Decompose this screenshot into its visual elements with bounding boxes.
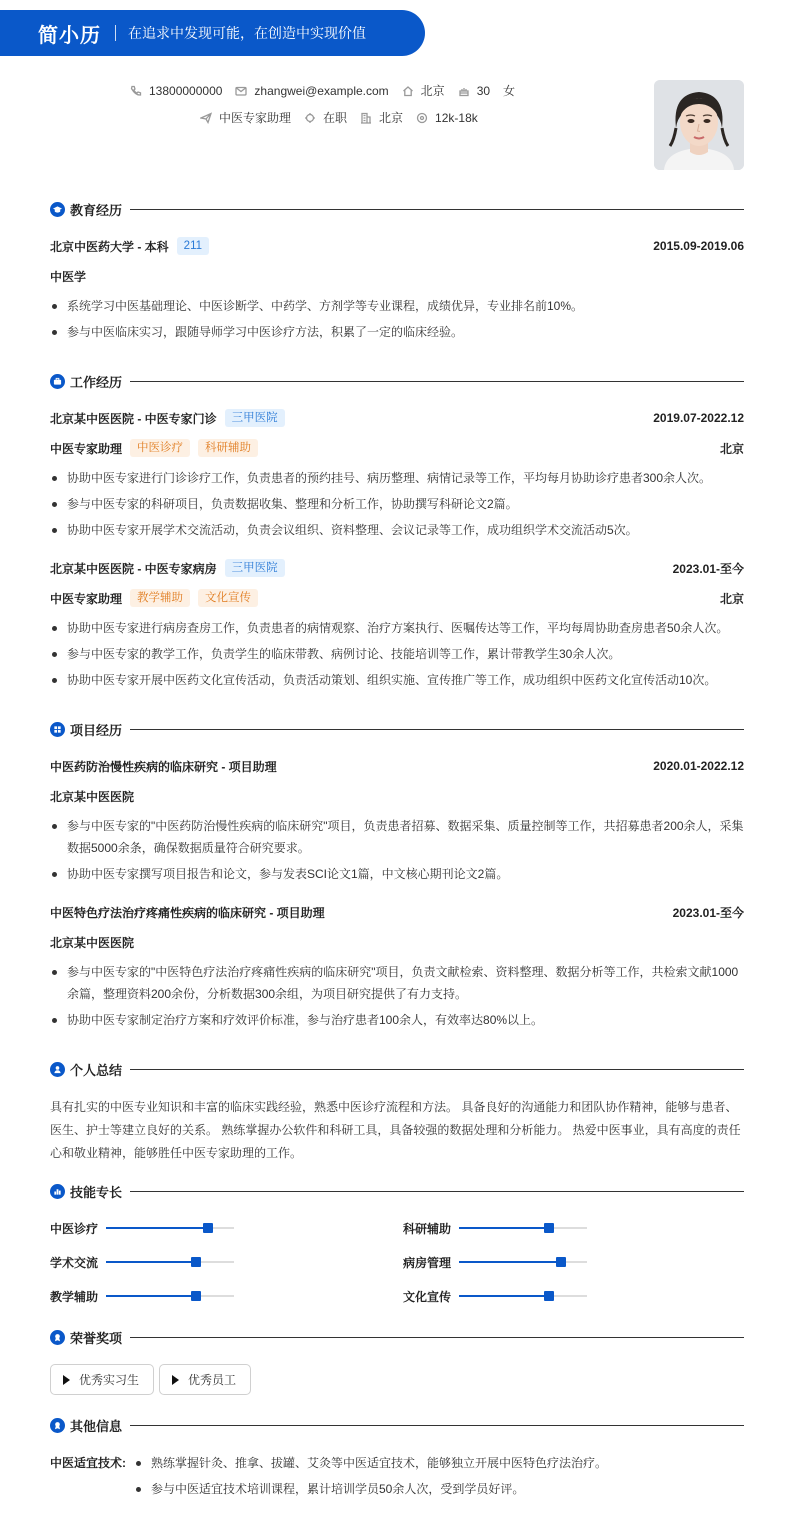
section-divider — [130, 729, 744, 730]
work-1-company: 北京某中医医院 - 中医专家门诊 — [50, 411, 217, 426]
work-1-bullets — [50, 467, 744, 545]
triangle-icon — [172, 1375, 179, 1385]
award-icon — [50, 1418, 65, 1433]
skill-knob — [191, 1291, 201, 1301]
skill-label: 中医诊疗 — [50, 1221, 99, 1236]
education-bullets — [50, 295, 744, 347]
skills-heading: 技能专长 — [70, 1184, 123, 1200]
banner-divider — [115, 25, 116, 41]
project-1-org: 北京某中医医院 — [50, 789, 135, 804]
skill-item — [403, 1218, 587, 1238]
work-1-role: 中医专家助理 — [50, 441, 123, 456]
skill-fill — [459, 1227, 549, 1229]
position — [200, 109, 291, 126]
work-1-role-row — [50, 438, 744, 458]
project-2-org: 北京某中医医院 — [50, 935, 135, 950]
work-1-location: 北京 — [719, 441, 744, 456]
list-item: 参与中医临床实习，跟随导师学习中医诊疗方法，积累了一定的临床经验。 — [50, 321, 744, 343]
city-text: 北京 — [420, 84, 445, 98]
major: 中医学 — [50, 269, 87, 284]
mail-icon — [235, 85, 247, 97]
email-text: zhangwei@example.com — [254, 83, 389, 98]
skill-knob — [203, 1223, 213, 1233]
skill-label: 文化宣传 — [403, 1289, 452, 1304]
salary-text: 12k-18k — [435, 110, 478, 125]
list-item: 参与中医专家的"中医特色疗法治疗疼痛性疾病的临床研究"项目，负责文献检索、资料整理、数据分析等工作，共检索文献1000余篇，整理资料200余份，分析数据300余组，为项目研究提供了有力支持。 — [50, 961, 744, 1005]
status-text: 在职 — [323, 111, 348, 125]
section-divider — [130, 209, 744, 210]
graduation-cap-icon — [50, 202, 65, 217]
list-item: 协助中医专家开展中医药文化宣传活动，负责活动策划、组织实施、宣传推广等工作，成功组织中医药文化宣传活动10次。 — [50, 669, 744, 691]
avatar-portrait — [654, 80, 744, 170]
bar-chart-icon — [50, 1184, 65, 1199]
honor-badge — [50, 1364, 154, 1395]
skill-knob — [191, 1257, 201, 1267]
gender — [503, 82, 515, 99]
education-period: 2015.09-2019.06 — [653, 239, 744, 253]
skill-item — [403, 1252, 587, 1272]
phone-text: 13800000000 — [149, 83, 223, 98]
skill-knob — [544, 1223, 554, 1233]
work-2-role: 中医专家助理 — [50, 591, 123, 606]
skill-fill — [459, 1295, 549, 1297]
status — [304, 109, 347, 126]
user-icon — [50, 1062, 65, 1077]
skill-bar — [459, 1295, 587, 1297]
position-text: 中医专家助理 — [219, 111, 292, 125]
skill-label: 教学辅助 — [50, 1289, 99, 1304]
skill-knob — [556, 1257, 566, 1267]
work-1-role-tag: 科研辅助 — [198, 439, 258, 457]
project-2-org-row — [50, 932, 744, 952]
work-city-text: 北京 — [379, 111, 404, 125]
work-2-company: 北京某中医医院 - 中医专家病房 — [50, 561, 217, 576]
work-1-period: 2019.07-2022.12 — [653, 411, 744, 425]
skill-bar — [106, 1227, 234, 1229]
age-text: 30 — [476, 83, 491, 98]
phone-icon — [130, 85, 142, 97]
work-2-tag: 三甲医院 — [225, 559, 285, 577]
list-item: 参与中医专家的"中医药防治慢性疾病的临床研究"项目，负责患者招募、数据采集、质量控制等工作，共招募患者200余人，采集数据5000余条，确保数据质量符合研究要求。 — [50, 815, 744, 859]
refresh-icon — [304, 112, 316, 124]
skill-item — [50, 1252, 234, 1272]
list-item: 协助中医专家进行病房查房工作，负责患者的病情观察、治疗方案执行、医嘱传达等工作，平均每周协助查房患者50余人次。 — [50, 617, 744, 639]
work-heading: 工作经历 — [70, 374, 123, 390]
building-icon — [360, 112, 372, 124]
list-item: 协助中医专家开展学术交流活动，负责会议组织、资料整理、会议记录等工作，成功组织学术交流活动5次。 — [50, 519, 744, 541]
work-1-role-tag: 中医诊疗 — [130, 439, 190, 457]
list-item: 参与中医专家的教学工作，负责学生的临床带教、病例讨论、技能培训等工作，累计带教学生30余人次。 — [50, 643, 744, 665]
other-bullets — [134, 1452, 744, 1504]
award-icon — [50, 1330, 65, 1345]
section-divider — [130, 1069, 744, 1070]
list-item: 协助中医专家制定治疗方案和疗效评价标准，参与治疗患者100余人，有效率达80%以上。 — [50, 1009, 744, 1031]
education-heading: 教育经历 — [70, 202, 123, 218]
contact-row-2 — [200, 109, 491, 126]
work-1-header-row — [50, 408, 744, 428]
summary-heading: 个人总结 — [70, 1062, 123, 1078]
candidate-name: 简小历 — [38, 24, 101, 47]
skill-label: 学术交流 — [50, 1255, 99, 1270]
skill-fill — [106, 1227, 208, 1229]
triangle-icon — [63, 1375, 70, 1385]
work-2-period: 2023.01-至今 — [672, 561, 744, 576]
skill-fill — [106, 1295, 196, 1297]
other-label: 中医适宜技术: — [50, 1456, 126, 1470]
skill-fill — [106, 1261, 196, 1263]
list-item: 系统学习中医基础理论、中医诊断学、中药学、方剂学等专业课程，成绩优异，专业排名前10%。 — [50, 295, 744, 317]
home-icon — [402, 85, 414, 97]
project-2-title: 中医特色疗法治疗疼痛性疾病的临床研究 - 项目助理 — [50, 905, 325, 920]
section-divider — [130, 381, 744, 382]
work-2-location: 北京 — [719, 591, 744, 606]
project-2-bullets — [50, 961, 744, 1035]
list-item: 协助中医专家进行门诊诊疗工作，负责患者的预约挂号、病历整理、病情记录等工作，平均每月协助诊疗患者300余人次。 — [50, 467, 744, 489]
section-divider — [130, 1425, 744, 1426]
work-city — [360, 109, 403, 126]
section-divider — [130, 1337, 744, 1338]
summary-text: 具有扎实的中医专业知识和丰富的临床实践经验，熟悉中医诊疗流程和方法。 具备良好的沟通能力和团队协作精神，能够与患者、医生、护士等建立良好的关系。 熟练掌握办公软件和科研工具，具备较强的数据处理和分析能力。 热爱中医事业，具有高度的责任心和敬业精神，能够胜任中医专家助理的工作。 — [50, 1100, 741, 1160]
honor-badge — [159, 1364, 251, 1395]
gender-text: 女 — [503, 84, 516, 98]
skill-bar — [106, 1295, 234, 1297]
projects-heading: 项目经历 — [70, 722, 123, 738]
projects-section-title — [50, 719, 744, 739]
salary — [416, 111, 478, 125]
project-1-title: 中医药防治慢性疾病的临床研究 - 项目助理 — [50, 759, 277, 774]
project-1-org-row — [50, 786, 744, 806]
skill-fill — [459, 1261, 561, 1263]
honors-section-title — [50, 1327, 744, 1347]
slogan: 在追求中发现可能，在创造中实现价值 — [128, 25, 366, 41]
cake-icon — [458, 85, 470, 97]
skill-bar — [459, 1227, 587, 1229]
skill-item — [50, 1218, 234, 1238]
skill-knob — [544, 1291, 554, 1301]
honors-heading: 荣誉奖项 — [70, 1330, 123, 1346]
other-heading: 其他信息 — [70, 1418, 123, 1434]
other-section-title — [50, 1415, 744, 1435]
briefcase-icon — [50, 374, 65, 389]
section-divider — [130, 1191, 744, 1192]
work-2-header-row — [50, 558, 744, 578]
work-2-role-tag: 教学辅助 — [130, 589, 190, 607]
skill-bar — [106, 1261, 234, 1263]
coin-icon — [416, 112, 428, 124]
header-banner — [0, 10, 425, 56]
skill-item — [50, 1286, 234, 1306]
city — [402, 82, 445, 99]
avatar — [654, 80, 744, 170]
school-name: 北京中医药大学 - 本科 — [50, 239, 169, 254]
work-2-role-row — [50, 588, 744, 608]
send-icon — [200, 112, 212, 124]
summary-section-title — [50, 1059, 744, 1079]
email — [235, 84, 388, 98]
project-2-period: 2023.01-至今 — [672, 905, 744, 920]
project-2-header-row — [50, 902, 744, 922]
major-row — [50, 266, 744, 286]
list-item: 参与中医专家的科研项目，负责数据收集、整理和分析工作，协助撰写科研论文2篇。 — [50, 493, 744, 515]
school-tag: 211 — [177, 237, 209, 255]
education-header-row — [50, 236, 744, 256]
project-1-header-row — [50, 756, 744, 776]
phone — [130, 84, 222, 98]
honor-label: 优秀员工 — [188, 1373, 237, 1387]
work-section-title — [50, 371, 744, 391]
skill-label: 科研辅助 — [403, 1221, 452, 1236]
education-section-title — [50, 199, 744, 219]
list-item: 熟练掌握针灸、推拿、拔罐、艾灸等中医适宜技术，能够独立开展中医特色疗法治疗。 — [134, 1452, 744, 1474]
skills-section-title — [50, 1181, 744, 1201]
skill-item — [403, 1286, 587, 1306]
list-item: 参与中医适宜技术培训课程，累计培训学员50余人次，受到学员好评。 — [134, 1478, 744, 1500]
grid-icon — [50, 722, 65, 737]
work-2-role-tag: 文化宣传 — [198, 589, 258, 607]
skill-label: 病房管理 — [403, 1255, 452, 1270]
skill-bar — [459, 1261, 587, 1263]
age — [458, 84, 490, 98]
contact-row-1 — [130, 82, 528, 99]
work-2-bullets — [50, 617, 744, 695]
project-1-period: 2020.01-2022.12 — [653, 759, 744, 773]
work-1-tag: 三甲医院 — [225, 409, 285, 427]
project-1-bullets — [50, 815, 744, 889]
honor-label: 优秀实习生 — [79, 1373, 140, 1387]
list-item: 协助中医专家撰写项目报告和论文，参与发表SCI论文1篇，中文核心期刊论文2篇。 — [50, 863, 744, 885]
